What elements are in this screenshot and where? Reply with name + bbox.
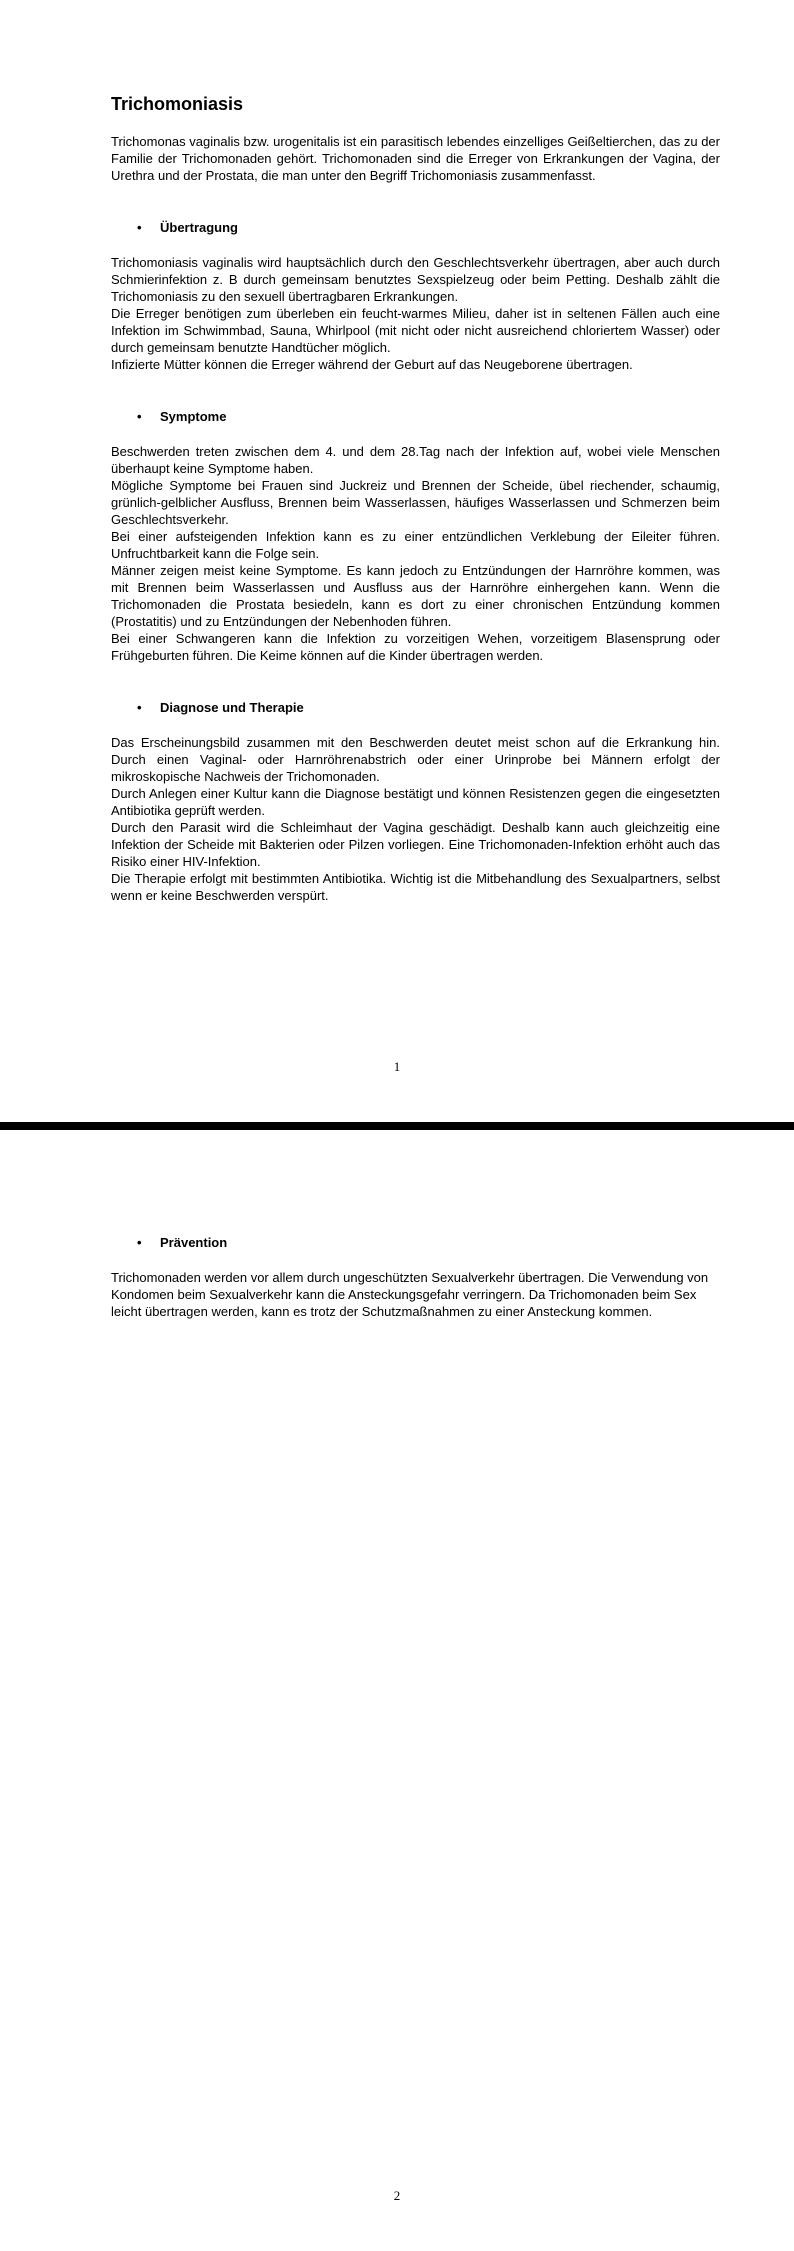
section-heading-label: Diagnose und Therapie xyxy=(160,700,304,715)
bullet-icon: • xyxy=(137,220,142,235)
paragraph: Das Erscheinungsbild zusammen mit den Beschwerden deutet meist schon auf die Erkrankung hin. Durch einen Vaginal- oder Harnröhrenabstrich oder einer Urinprobe bei Männern erfolgt der mikroskopische Nachweis der Trichomonaden. xyxy=(111,735,720,784)
paragraph: Durch Anlegen einer Kultur kann die Diagnose bestätigt und können Resistenzen gegen die eingesetzten Antibiotika geprüft werden. xyxy=(111,786,720,818)
section-heading-label: Symptome xyxy=(160,409,227,424)
bullet-icon: • xyxy=(137,409,142,424)
paragraph: Durch den Parasit wird die Schleimhaut der Vagina geschädigt. Deshalb kann auch gleichzeitig eine Infektion der Scheide mit Bakterien oder Pilzen vorliegen. Eine Trichomonaden-Infektion erhöht auch das Risiko einer HIV-Infektion. xyxy=(111,820,720,869)
section-heading-praevention xyxy=(111,1234,720,1251)
paragraph: Männer zeigen meist keine Symptome. Es kann jedoch zu Entzündungen der Harnröhre kommen, was mit Brennen beim Wasserlassen und Ausfluss aus der Harnröhre einhergehen kann. Wenn die Trichomonaden die Prostata besiedeln, kann es dort zu einer chronischen Entzündung kommen (Prostatitis) und zu Entzündungen der Nebenhoden führen. xyxy=(111,563,720,629)
page-2 xyxy=(0,1130,794,2251)
page-number: 2 xyxy=(393,2188,401,2203)
section-heading-uebertragung xyxy=(111,219,720,236)
paragraph: Mögliche Symptome bei Frauen sind Juckreiz und Brennen der Scheide, übel riechender, schaumig, grünlich-gelblicher Ausfluss, Brennen beim Wasserlassen, häufiges Wasserlassen und Schmerzen beim Geschlechtsverkehr. xyxy=(111,478,720,527)
page-separator xyxy=(0,1122,794,1130)
section-heading-diagnose-und-therapie xyxy=(111,699,720,716)
paragraph: Die Erreger benötigen zum überleben ein feucht-warmes Milieu, daher ist in seltenen Fällen auch eine Infektion im Schwimmbad, Sauna, Whirlpool (mit nicht oder nicht ausreichend chloriertem Wasser) oder durch gemeinsam benutzte Handtücher möglich. xyxy=(111,306,720,355)
bullet-icon: • xyxy=(137,700,142,715)
intro-paragraph: Trichomonas vaginalis bzw. urogenitalis ist ein parasitisch lebendes einzelliges Geißeltierchen, das zu der Familie der Trichomonaden gehört. Trichomonaden sind die Erreger von Erkrankungen der Vagina, der Urethra und der Prostata, die man unter den Begriff Trichomoniasis zusammenfasst. xyxy=(111,134,720,183)
bullet-icon: • xyxy=(137,1235,142,1250)
section-heading-symptome xyxy=(111,408,720,425)
paragraph: Trichomonaden werden vor allem durch ungeschützten Sexualverkehr übertragen. Die Verwendung von Kondomen beim Sexualverkehr kann die Ansteckungsgefahr verringern. Da Trichomonaden beim Sex leicht übertragen werden, kann es trotz der Schutzmaßnahmen zu einer Ansteckung kommen. xyxy=(111,1270,709,1319)
paragraph: Infizierte Mütter können die Erreger während der Geburt auf das Neugeborene übertragen. xyxy=(111,357,633,372)
page-2-content xyxy=(111,1234,720,1320)
page-1 xyxy=(0,0,794,1122)
page-number: 1 xyxy=(393,1059,401,1074)
paragraph: Bei einer Schwangeren kann die Infektion zu vorzeitigen Wehen, vorzeitigem Blasensprung oder Frühgeburten führen. Die Keime können auf die Kinder übertragen werden. xyxy=(111,631,720,663)
section-heading-label: Übertragung xyxy=(160,220,238,235)
paragraph: Trichomoniasis vaginalis wird hauptsächlich durch den Geschlechtsverkehr übertragen, aber auch durch Schmierinfektion z. B durch gemeinsam benutztes Sexspielzeug oder beim Petting. Deshalb zählt die Trichomoniasis zu den sexuell übertragbaren Erkrankungen. xyxy=(111,255,720,304)
document-title: Trichomoniasis xyxy=(111,94,244,114)
paragraph: Bei einer aufsteigenden Infektion kann es zu einer entzündlichen Verklebung der Eileiter führen. Unfruchtbarkeit kann die Folge sein. xyxy=(111,529,720,561)
paragraph: Die Therapie erfolgt mit bestimmten Antibiotika. Wichtig ist die Mitbehandlung des Sexualpartners, selbst wenn er keine Beschwerden verspürt. xyxy=(111,871,720,903)
paragraph: Beschwerden treten zwischen dem 4. und dem 28.Tag nach der Infektion auf, wobei viele Menschen überhaupt keine Symptome haben. xyxy=(111,444,720,476)
section-heading-label: Prävention xyxy=(160,1235,228,1250)
page-1-content xyxy=(111,93,720,904)
